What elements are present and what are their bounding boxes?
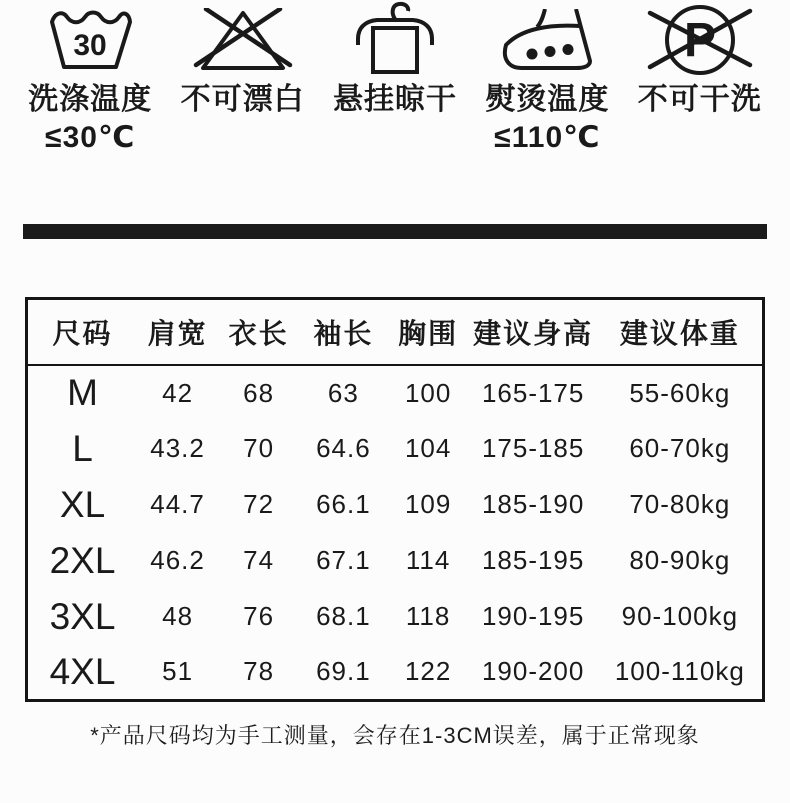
measurement-cell: 100-110kg	[614, 656, 745, 687]
measurement-tolerance-note: *产品尺码均为手工测量，会存在1-3CM误差，属于正常现象	[90, 723, 700, 748]
care-item-no-dry-clean	[624, 0, 776, 156]
table-row	[27, 533, 764, 589]
measurement-cell: 51	[162, 656, 194, 687]
measurement-cell: 78	[243, 656, 275, 687]
table-row	[27, 589, 764, 645]
size-cell: 4XL	[49, 650, 116, 692]
measurement-cell: 63	[327, 377, 359, 408]
care-label: 不可干洗	[637, 83, 762, 116]
header-length: 衣长	[228, 317, 289, 349]
measurement-cell: 43.2	[150, 433, 205, 463]
measurement-cell: 104	[404, 433, 452, 463]
care-item-wash-temp	[14, 0, 166, 156]
measurement-cell: 44.7	[150, 489, 205, 519]
measurement-cell: 90-100kg	[621, 601, 739, 631]
measurement-cell: 66.1	[316, 489, 371, 519]
table-row	[27, 477, 764, 533]
measurement-cell: 118	[405, 601, 451, 631]
measurement-cell: 64.6	[316, 433, 371, 463]
care-label: 不可漂白	[180, 83, 305, 116]
header-rec-height: 建议身高	[473, 317, 594, 349]
measurement-cell: 55-60kg	[629, 377, 731, 408]
measurement-cell: 68	[243, 377, 275, 408]
care-label: 悬挂晾干	[332, 83, 457, 116]
table-row	[27, 365, 764, 421]
measurement-cell: 185-190	[481, 489, 585, 519]
table-row	[27, 421, 764, 477]
care-item-hang-dry	[319, 0, 471, 156]
header-shoulder: 肩宽	[147, 317, 208, 349]
dry-clean-letter: P	[683, 14, 716, 67]
measurement-cell: 76	[243, 601, 275, 631]
care-label-line2: ≤30℃	[45, 121, 136, 154]
measurement-cell: 72	[243, 489, 275, 519]
size-cell: XL	[59, 483, 106, 525]
size-chart-section	[25, 297, 765, 702]
measurement-cell: 185-195	[481, 545, 585, 575]
size-chart-table	[25, 297, 765, 702]
wash-tub-30-icon	[14, 0, 166, 80]
care-item-no-bleach	[166, 0, 318, 156]
measurement-cell: 100	[404, 377, 452, 408]
measurement-cell: 48	[162, 601, 194, 631]
hang-dry-icon	[319, 0, 471, 80]
measurement-cell: 60-70kg	[629, 433, 731, 463]
header-sleeve: 袖长	[313, 317, 374, 349]
measurement-cell: 69.1	[316, 656, 371, 687]
care-label: 洗涤温度	[28, 83, 153, 116]
no-bleach-icon	[166, 0, 318, 80]
size-cell: M	[67, 372, 98, 413]
measurement-cell: 46.2	[150, 545, 205, 575]
measurement-cell: 70	[243, 433, 275, 463]
care-label: 熨烫温度	[485, 83, 610, 116]
header-chest: 胸围	[398, 317, 459, 349]
care-icons-row	[0, 0, 790, 156]
header-rec-weight: 建议体重	[619, 317, 740, 349]
size-cell: 2XL	[49, 539, 116, 581]
measurement-cell: 68.1	[316, 601, 371, 631]
measurement-cell: 67.1	[316, 545, 371, 575]
section-divider	[23, 224, 767, 239]
care-item-iron-temp	[471, 0, 623, 156]
measurement-cell: 80-90kg	[629, 545, 731, 575]
header-size: 尺码	[52, 317, 113, 349]
measurement-cell: 122	[404, 656, 452, 687]
measurement-cell: 190-195	[481, 601, 585, 631]
measurement-cell: 42	[162, 377, 194, 408]
measurement-cell: 109	[404, 489, 452, 519]
measurement-cell: 165-175	[481, 377, 585, 408]
measurement-cell: 190-200	[481, 656, 585, 687]
wash-temp-number: 30	[73, 29, 107, 62]
no-dry-clean-icon	[624, 0, 776, 80]
size-cell: 3XL	[49, 595, 116, 637]
care-label-line2: ≤110℃	[494, 121, 601, 154]
measurement-cell: 114	[405, 545, 451, 575]
measurement-cell: 175-185	[481, 433, 585, 463]
size-cell: L	[72, 427, 93, 469]
iron-max-110-icon	[471, 0, 623, 80]
table-row	[27, 645, 764, 701]
measurement-cell: 70-80kg	[629, 489, 731, 519]
table-header-row	[27, 299, 764, 365]
measurement-cell: 74	[243, 545, 275, 575]
